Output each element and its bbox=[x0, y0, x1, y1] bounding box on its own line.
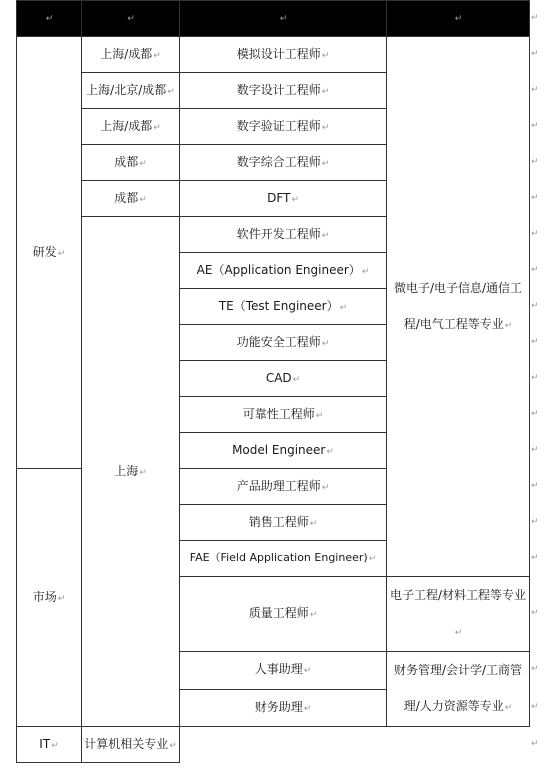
row-end-mark: ↵ bbox=[531, 552, 539, 563]
position-cell: FAE（Field Application Engineer)↵ bbox=[180, 541, 387, 577]
row-end-mark: ↵ bbox=[531, 12, 539, 23]
row-end-mark: ↵ bbox=[531, 120, 539, 131]
position-cell: IT↵ bbox=[17, 727, 82, 763]
row-end-mark: ↵ bbox=[531, 701, 539, 712]
position-cell: TE（Test Engineer）↵ bbox=[180, 289, 387, 325]
row-end-mark: ↵ bbox=[531, 192, 539, 203]
row-end-mark: ↵ bbox=[531, 664, 539, 675]
location-cell: 上海/成都↵ bbox=[82, 109, 180, 145]
table-header-row bbox=[17, 1, 530, 37]
row-end-mark: ↵ bbox=[531, 264, 539, 275]
position-cell: DFT↵ bbox=[180, 181, 387, 217]
position-cell: 数字综合工程师↵ bbox=[180, 145, 387, 181]
row-end-mark: ↵ bbox=[531, 480, 539, 491]
header-cell-department: ↵ bbox=[17, 1, 82, 37]
position-cell: AE（Application Engineer）↵ bbox=[180, 253, 387, 289]
position-cell: 模拟设计工程师↵ bbox=[180, 37, 387, 73]
table-row bbox=[17, 727, 530, 763]
row-end-mark: ↵ bbox=[531, 300, 539, 311]
department-cell-rd: 研发↵ bbox=[17, 37, 82, 469]
position-cell: 人事助理↵ bbox=[180, 652, 387, 690]
major-cell-electronics: 微电子/电子信息/通信工程/电气工程等专业↵ bbox=[387, 37, 530, 577]
department-cell-market: 市场↵ bbox=[17, 469, 82, 727]
table-row bbox=[17, 37, 530, 73]
position-cell: Model Engineer↵ bbox=[180, 433, 387, 469]
position-cell: 软件开发工程师↵ bbox=[180, 217, 387, 253]
row-end-mark: ↵ bbox=[531, 608, 539, 618]
major-cell-materials: 电子工程/材料工程等专业↵ bbox=[387, 577, 530, 652]
row-end-mark: ↵ bbox=[531, 336, 539, 347]
row-end-mark: ↵ bbox=[531, 408, 539, 419]
major-cell-computer: 计算机相关专业↵ bbox=[82, 727, 180, 763]
row-end-mark: ↵ bbox=[531, 228, 539, 239]
position-cell: 数字设计工程师↵ bbox=[180, 73, 387, 109]
row-end-mark: ↵ bbox=[531, 48, 539, 59]
location-cell: 成都↵ bbox=[82, 181, 180, 217]
row-end-mark: ↵ bbox=[531, 156, 539, 167]
position-cell: CAD↵ bbox=[180, 361, 387, 397]
position-cell: 功能安全工程师↵ bbox=[180, 325, 387, 361]
row-end-mark: ↵ bbox=[531, 372, 539, 383]
location-cell: 上海/北京/成都↵ bbox=[82, 73, 180, 109]
row-end-mark: ↵ bbox=[531, 738, 539, 749]
row-end-mark: ↵ bbox=[531, 84, 539, 95]
position-cell: 质量工程师↵ bbox=[180, 577, 387, 652]
location-cell: 上海/成都↵ bbox=[82, 37, 180, 73]
position-cell: 财务助理↵ bbox=[180, 689, 387, 727]
header-cell-position: ↵ bbox=[180, 1, 387, 37]
row-end-mark: ↵ bbox=[531, 444, 539, 455]
position-cell: 销售工程师↵ bbox=[180, 505, 387, 541]
position-cell: 产品助理工程师↵ bbox=[180, 469, 387, 505]
location-cell-shanghai: 上海↵ bbox=[82, 217, 180, 727]
row-end-mark: ↵ bbox=[531, 516, 539, 527]
position-cell: 可靠性工程师↵ bbox=[180, 397, 387, 433]
header-cell-major: ↵ bbox=[387, 1, 530, 37]
major-cell-finance: 财务管理/会计学/工商管理/人力资源等专业↵ bbox=[387, 652, 530, 727]
header-cell-location: ↵ bbox=[82, 1, 180, 37]
location-cell: 成都↵ bbox=[82, 145, 180, 181]
position-cell: 数字验证工程师↵ bbox=[180, 109, 387, 145]
recruitment-table bbox=[16, 0, 530, 763]
